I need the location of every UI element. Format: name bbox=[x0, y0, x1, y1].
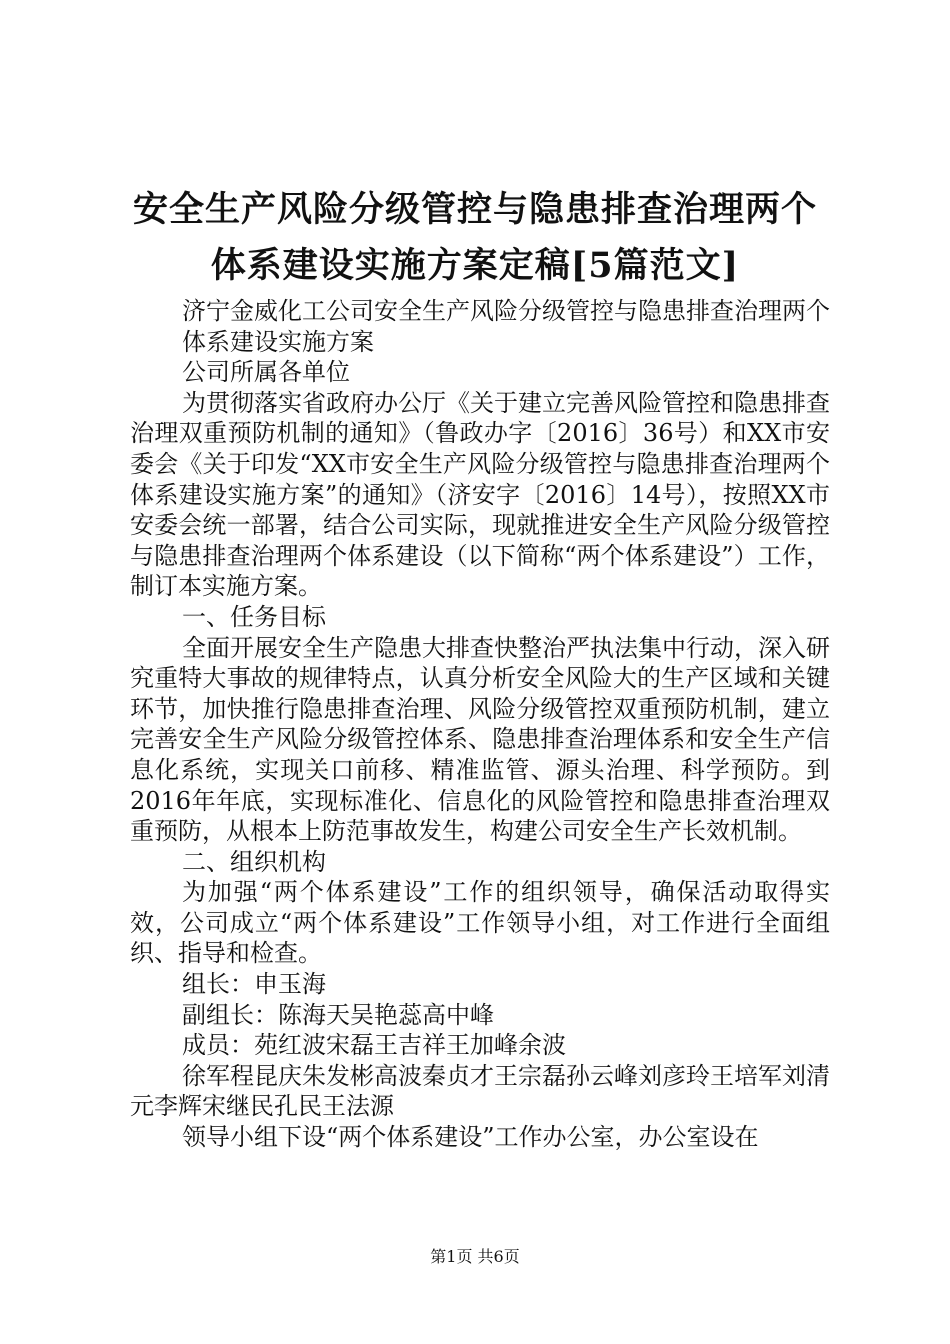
paragraph: 为加强“两个体系建设”工作的组织领导，确保活动取得实效，公司成立“两个体系建设”工作领导小组，对工作进行全面组织、指导和检查。 bbox=[130, 878, 830, 968]
page-footer: 第1页 共6页 bbox=[430, 1247, 520, 1266]
paragraph: 徐军程昆庆朱发彬高波秦贞才王宗磊孙云峰刘彦玲王培军刘清元李辉宋继民孔民王法源 bbox=[130, 1061, 830, 1121]
paragraph: 领导小组下设“两个体系建设”工作办公室，办公室设在 bbox=[182, 1123, 759, 1152]
document-title: 安全生产风险分级管控与隐患排查治理两个体系建设实施方案定稿[5篇范文] bbox=[132, 189, 817, 286]
paragraph: 为贯彻落实省政府办公厅《关于建立完善风险管控和隐患排查治理双重预防机制的通知》（鲁政办字〔2016〕36号）和XX市安委会《关于印发“XX市安全生产风险分级管控与隐患排查治理两个体系建设实施方案”的通知》（济安字〔2016〕14号），按照XX市安委会统一部署，结合公司实际，现就推进安全生产风险分级管控与隐患排查治理两个体系建设（以下简称“两个体系建设”）工作，制订本实施方案。 bbox=[130, 388, 830, 601]
paragraph: 二、组织机构 bbox=[182, 847, 326, 876]
paragraph: 全面开展安全生产隐患大排查快整治严执法集中行动，深入研究重特大事故的规律特点，认真分析安全风险大的生产区域和关键环节，加快推行隐患排查治理、风险分级管控双重预防机制，建立完善安全生产风险分级管控体系、隐患排查治理体系和安全生产信息化系统，实现关口前移、精准监管、源头治理、科学预防。到2016年年底，实现标准化、信息化的风险管控和隐患排查治理双重预防，从根本上防范事故发生，构建公司安全生产长效机制。 bbox=[130, 633, 830, 846]
paragraph: 济宁金威化工公司安全生产风险分级管控与隐患排查治理两个体系建设实施方案 bbox=[182, 297, 830, 356]
document-body bbox=[130, 296, 830, 1153]
paragraph: 副组长：陈海天吴艳蕊高中峰 bbox=[182, 1000, 494, 1029]
paragraph: 公司所属各单位 bbox=[182, 358, 350, 387]
paragraph: 成员：苑红波宋磊王吉祥王加峰余波 bbox=[182, 1031, 566, 1060]
paragraph: 一、任务目标 bbox=[182, 602, 326, 631]
paragraph: 组长：申玉海 bbox=[182, 970, 326, 999]
